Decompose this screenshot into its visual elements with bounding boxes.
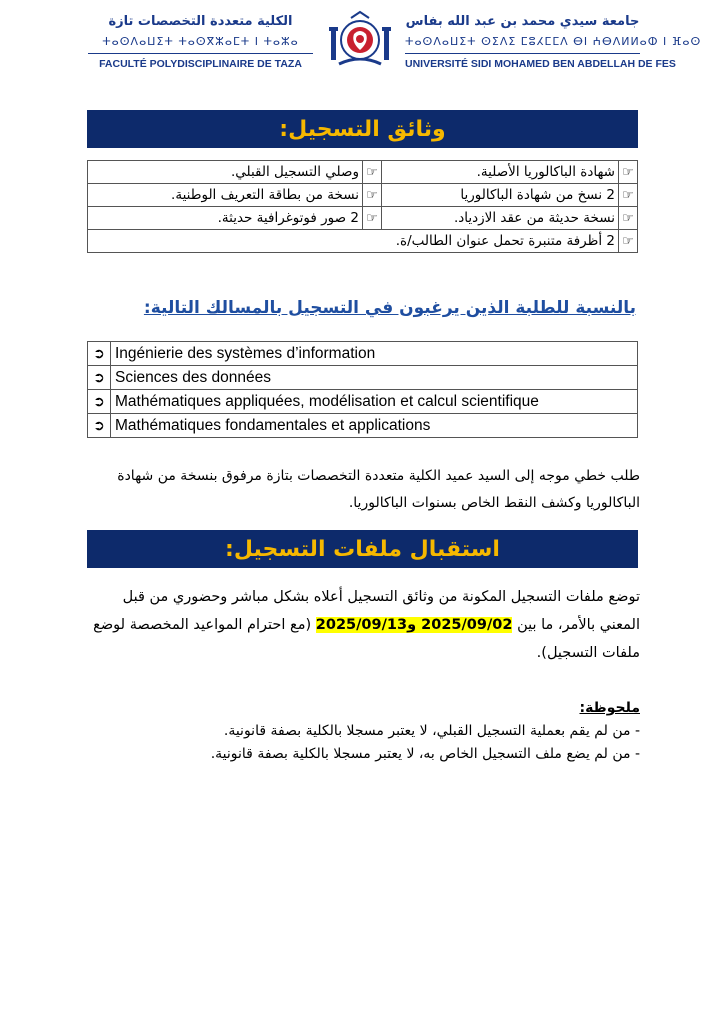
paragraph-line: طلب خطي موجه إلى السيد عميد الكلية متعددة التخصصات بتازة مرفوق بنسخة من شهادة: [117, 468, 640, 484]
reception-paragraph: [80, 583, 640, 667]
faculty-name-fr: FACULTÉ POLYDISCIPLINAIRE DE TAZA: [99, 58, 302, 70]
end-date: 2025/09/13: [315, 617, 408, 633]
table-row: [88, 230, 638, 253]
table-row: [88, 161, 638, 184]
date-range-highlight: [316, 617, 513, 633]
circled-arrow-icon: ➲: [88, 414, 111, 438]
table-cell: وصلي التسجيل القبلي.: [88, 161, 363, 184]
pointing-hand-icon: ☞: [619, 230, 638, 253]
circled-arrow-icon: ➲: [88, 390, 111, 414]
circled-arrow-icon: ➲: [88, 342, 111, 366]
university-name-ar: جامعة سيدي محمد بن عبد الله بفاس: [405, 14, 640, 29]
line-text: المعني بالأمر، ما بين: [517, 617, 640, 633]
section-title: وثائق التسجيل:: [279, 116, 446, 142]
track-name: Sciences des données: [111, 366, 638, 390]
table-row: [88, 207, 638, 230]
request-paragraph: [60, 463, 640, 517]
pointing-hand-icon: ☞: [619, 184, 638, 207]
note-block: [80, 697, 640, 766]
start-date: 2025/09/02: [421, 617, 513, 633]
pointing-hand-icon: ☞: [363, 207, 382, 230]
university-name-fr: UNIVERSITÉ SIDI MOHAMED BEN ABDELLAH DE FES: [405, 58, 676, 70]
faculty-divider: [88, 53, 313, 54]
section-banner-file-reception: [87, 530, 638, 568]
table-cell: نسخة من بطاقة التعريف الوطنية.: [88, 184, 363, 207]
tracks-table: [87, 341, 638, 438]
paragraph-line: الباكالوريا وكشف النقط الخاص بسنوات الباكالوريا.: [348, 495, 640, 511]
university-logo: [325, 10, 395, 74]
paragraph-line: [80, 611, 640, 639]
track-name: Ingénierie des systèmes d’information: [111, 342, 638, 366]
and-word: و: [407, 617, 417, 633]
paragraph-line: ملفات التسجيل).: [536, 645, 640, 661]
faculty-name-tifinagh: ⵜⴰⵙⴷⴰⵡⵉⵜ ⵜⴰⵙⴳⵣⴰⵎⵜ Ⅰ ⵜⴰⵣⴰ: [102, 35, 299, 48]
circled-arrow-icon: ➲: [88, 366, 111, 390]
table-row: [88, 366, 638, 390]
note-item: - من لم يضع ملف التسجيل الخاص به، لا يعتبر مسجلا بالكلية بصفة قانونية.: [210, 746, 640, 762]
university-name-tifinagh: ⵜⴰⵙⴷⴰⵡⵉⵜ ⵙⵉⴷⵉ ⵎⵓⵃⵎⵎⴷ ⴱⵏ ⵄⴱⴷⵍⵍⴰⵀ ⵏ ⴼⴰⵙ: [405, 35, 702, 48]
table-row: [88, 342, 638, 366]
table-cell: نسخة حديثة من عقد الازدياد.: [382, 207, 619, 230]
table-cell: 2 أظرفة متنبرة تحمل عنوان الطالب/ة.: [88, 230, 619, 253]
section-banner-registration-docs: [87, 110, 638, 148]
table-cell: 2 نسخ من شهادة الباكالوريا: [382, 184, 619, 207]
section-title: استقبال ملفات التسجيل:: [225, 536, 500, 562]
table-cell: شهادة الباكالوريا الأصلية.: [382, 161, 619, 184]
header: [0, 0, 724, 80]
documents-table: [87, 160, 638, 253]
pointing-hand-icon: ☞: [363, 184, 382, 207]
pointing-hand-icon: ☞: [363, 161, 382, 184]
table-row: [88, 414, 638, 438]
line-text: (مع احترام المواعيد المخصصة لوضع: [93, 617, 312, 633]
pointing-hand-icon: ☞: [619, 207, 638, 230]
table-row: [88, 390, 638, 414]
note-item: - من لم يقم بعملية التسجيل القبلي، لا يعتبر مسجلا بالكلية بصفة قانونية.: [223, 723, 640, 739]
table-row: [88, 184, 638, 207]
university-divider: [405, 53, 640, 54]
faculty-name-ar: الكلية متعددة التخصصات تازة: [108, 14, 293, 29]
note-title: ملحوظة:: [579, 700, 640, 716]
paragraph-line: توضع ملفات التسجيل المكونة من وثائق التسجيل أعلاه بشكل مباشر وحضوري من قبل: [122, 589, 640, 605]
tracks-subtitle: بالنسبة للطلبة الذين يرغبون في التسجيل بالمسالك التالية:: [143, 298, 636, 318]
pointing-hand-icon: ☞: [619, 161, 638, 184]
table-cell: 2 صور فوتوغرافية حديثة.: [88, 207, 363, 230]
track-name: Mathématiques fondamentales et applications: [111, 414, 638, 438]
track-name: Mathématiques appliquées, modélisation et calcul scientifique: [111, 390, 638, 414]
